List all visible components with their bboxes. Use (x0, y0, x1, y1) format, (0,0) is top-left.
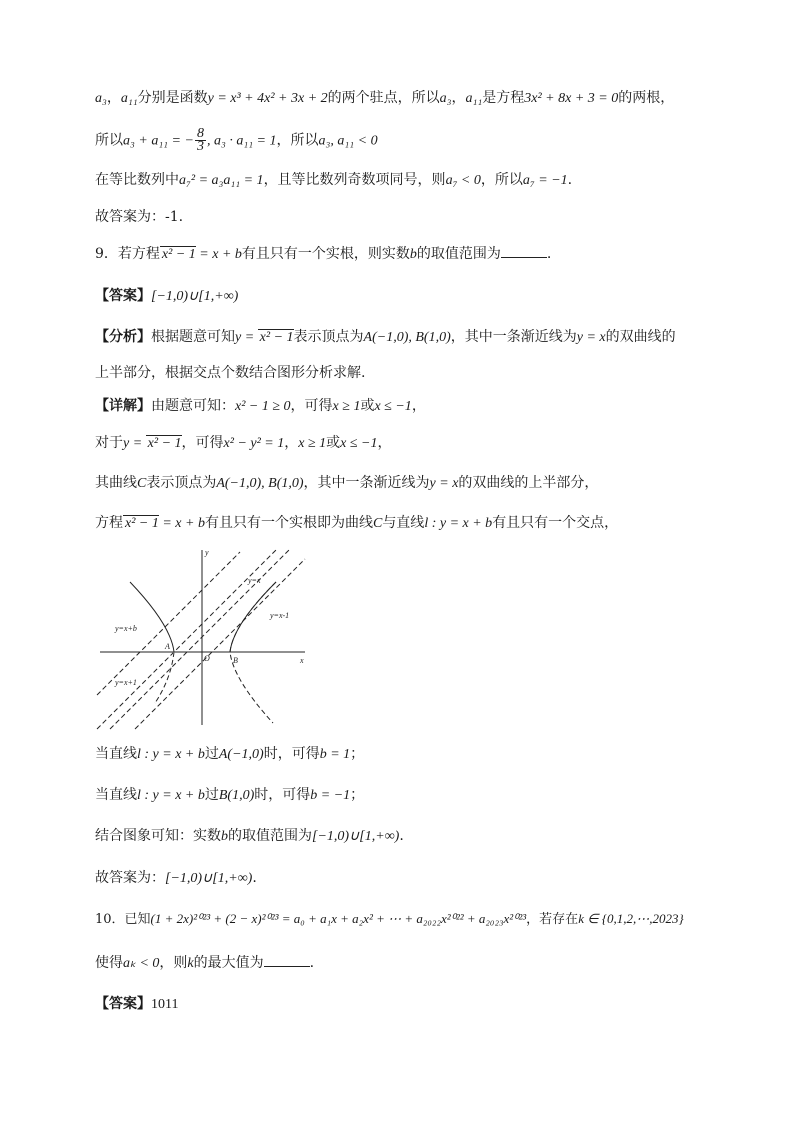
fraction-denominator: 3 (196, 139, 204, 154)
math-f: y = (123, 436, 146, 451)
hyperbola-left-branch-lower (155, 652, 174, 703)
math-product: , a₃ · a₁₁ = 1 (206, 133, 277, 149)
text: 时，可得 (263, 746, 320, 762)
text: 使得 (95, 955, 123, 971)
analysis-9 (95, 327, 676, 348)
answer-9 (95, 286, 238, 307)
math-line: l : y = x + b (424, 516, 493, 531)
text: 有且只有一个交点， (492, 515, 619, 531)
math-ineq: x² − 1 ≥ 0 (235, 399, 291, 414)
math-eq: x² − y² = 1 (223, 436, 285, 451)
label-x: x (300, 656, 304, 665)
question-number: 10．已知 (95, 912, 151, 927)
math-sqrt: x² − 1 (161, 247, 196, 262)
math-k: k (187, 956, 194, 971)
math-range: x ≤ −1 (340, 436, 378, 451)
text: 的最大值为 (193, 955, 264, 971)
line-stationary-points (95, 88, 674, 109)
question-10-cont (95, 953, 314, 974)
text: ，则 (159, 955, 188, 971)
math-a3: a₃ (95, 91, 107, 106)
math-answer: [−1,0)∪[1,+∞) (165, 871, 253, 886)
math-range: x ≤ −1 (374, 399, 412, 414)
detail-9-conclusion (95, 826, 404, 847)
math-c: C (372, 516, 383, 531)
math-sqrt: x² − 1 (147, 436, 182, 451)
text: ，其中一条渐近线为 (303, 475, 430, 491)
text: 当直线 (95, 746, 137, 762)
detail-9-case-a (95, 744, 364, 765)
question-number: 9．若方程 (95, 246, 160, 262)
text: ， (284, 435, 299, 451)
math-asymptote: y = x (576, 330, 606, 345)
math-line: l : y = x + b (137, 788, 205, 803)
question-10 (95, 909, 684, 930)
math-b: b (221, 829, 228, 844)
text: ，且等比数列奇数项同号，则 (263, 172, 446, 188)
answer-tag: 【答案】 (95, 996, 151, 1012)
answer-blank (264, 954, 310, 967)
text: . (252, 870, 257, 886)
math-points: A(−1,0), B(1,0) (216, 476, 304, 491)
detail-9-line4 (95, 513, 618, 534)
detail-tag: 【详解】 (95, 398, 151, 414)
math-answer: 1011 (151, 997, 179, 1012)
text: 根据题意可知 (151, 329, 235, 345)
detail-9 (95, 396, 426, 417)
math-answer: [−1,0)∪[1,+∞) (312, 829, 400, 844)
answer-10 (95, 994, 178, 1015)
analysis-9-cont: 上半部分，根据交点个数结合图形分析求解. (95, 365, 366, 381)
text: 的双曲线的 (605, 329, 676, 345)
math-rhs: = x + b (158, 516, 205, 531)
label-y-x-plus-b: y=x+b (115, 624, 137, 633)
detail-9-line2 (95, 433, 392, 454)
math-range: x ≥ 1 (332, 399, 361, 414)
label-o: O (204, 654, 210, 663)
math-condition: aₖ < 0 (123, 956, 160, 971)
text: 所以 (95, 132, 123, 149)
math-sign: a₃, a₁₁ < 0 (318, 133, 378, 149)
math-asymptote: y = x (429, 476, 459, 491)
line-answer-8: 故答案为：-1. (95, 209, 184, 225)
math-result: a₇ = −1 (522, 173, 568, 188)
math-sum: a₃ + a₁₁ = − (123, 133, 194, 149)
math-points: A(−1,0), B(1,0) (363, 330, 451, 345)
text: ， (411, 398, 426, 414)
text: ； (350, 746, 365, 762)
math-b: b (409, 247, 417, 262)
math-sqrt: x² − 1 (125, 516, 159, 531)
text: ， (377, 435, 392, 451)
text: 有且只有一个实根即为曲线 (204, 515, 373, 531)
detail-9-line3 (95, 473, 598, 494)
text: 分别是函数 (137, 90, 208, 106)
math-function: y = x³ + 4x² + 3x + 2 (207, 91, 328, 106)
line-vieta (95, 128, 378, 153)
fraction-numerator: 8 (196, 126, 204, 141)
text: 由题意可知： (151, 398, 235, 414)
math-expansion: (1 + 2x)²⁰²³ + (2 − x)²⁰²³ = a₀ + a₁x + a₂x² + ⋯ + a₂₀₂₂x²⁰²² + a₂₀₂₃x²⁰²³ (150, 911, 527, 926)
math-point: B(1,0) (218, 788, 255, 803)
text: 有且只有一个实根，则实数 (241, 246, 410, 262)
text: 其曲线 (95, 475, 137, 491)
label-y: y (205, 548, 209, 557)
answer-tag: 【答案】 (95, 288, 151, 304)
math-result: b = −1 (310, 788, 351, 803)
math-eq: a₇² = a₃a₁₁ = 1 (179, 173, 264, 188)
math-equation: 3x² + 8x + 3 = 0 (524, 91, 619, 106)
text: 故答案为： (95, 870, 165, 886)
text: 时，可得 (254, 787, 311, 803)
hyperbola-figure (95, 545, 310, 730)
text: 在等比数列中 (95, 172, 179, 188)
label-y-x-minus-1: y=x-1 (270, 611, 290, 620)
text: ， (451, 90, 466, 106)
mask (155, 652, 174, 703)
text: ，其中一条渐近线为 (450, 329, 577, 345)
math-ineq: a₇ < 0 (445, 173, 481, 188)
text: ，所以 (480, 172, 523, 188)
math-rhs: = x + b (195, 247, 242, 262)
text: . (309, 955, 315, 971)
text: ， (106, 90, 121, 106)
analysis-tag: 【分析】 (95, 329, 151, 345)
text: 是方程 (482, 90, 525, 106)
label-y-x-plus-1: y=x+1 (115, 678, 137, 687)
text: 的两根， (618, 90, 675, 106)
text: 过 (204, 746, 219, 762)
math-set: k ∈ {0,1,2,⋯,2023} (578, 911, 684, 926)
text: ，若存在 (526, 912, 579, 927)
math-point: A(−1,0) (218, 747, 264, 762)
text: 对于 (95, 435, 123, 451)
label-a: A (165, 642, 170, 651)
text: 的两个驻点，所以 (327, 90, 440, 106)
detail-9-case-b (95, 785, 364, 806)
line-answer-9 (95, 868, 257, 889)
math-f: y = (235, 330, 258, 345)
math-range: x ≥ 1 (298, 436, 327, 451)
math-answer: [−1,0)∪[1,+∞) (151, 289, 239, 304)
text: 表示顶点为 (293, 329, 364, 345)
line-geometric-sequence (95, 170, 572, 191)
question-9 (95, 244, 551, 265)
text: 与直线 (382, 515, 425, 531)
text: ，所以 (276, 132, 319, 149)
text: 的取值范围为 (228, 828, 312, 844)
text: . (399, 828, 404, 844)
math-sqrt: x² − 1 (259, 330, 294, 345)
text: ； (350, 787, 365, 803)
text: 方程 (95, 515, 123, 531)
fraction (195, 128, 206, 153)
text: ，可得 (181, 435, 224, 451)
line-y-x-minus-1 (135, 559, 305, 729)
text: 的取值范围为 (416, 246, 501, 262)
text: . (546, 246, 552, 262)
text: 当直线 (95, 787, 137, 803)
label-b: B (233, 656, 238, 665)
text: 或 (360, 398, 375, 414)
math-a11: a₁₁ (465, 91, 483, 106)
math-line: l : y = x + b (137, 747, 205, 762)
math-a11: a₁₁ (120, 91, 138, 106)
math-result: b = 1 (319, 747, 351, 762)
line-y-x (110, 549, 290, 729)
math-c: C (137, 476, 147, 491)
text: 表示顶点为 (146, 475, 217, 491)
text: ，可得 (290, 398, 333, 414)
text: 的双曲线的上半部分， (458, 475, 599, 491)
text: . (567, 172, 573, 188)
label-y-x: y=x (248, 576, 261, 585)
math-a3: a₃ (439, 91, 452, 106)
text: 结合图象可知：实数 (95, 828, 221, 844)
answer-blank (501, 245, 547, 258)
text: 过 (204, 787, 219, 803)
text: 或 (326, 435, 341, 451)
